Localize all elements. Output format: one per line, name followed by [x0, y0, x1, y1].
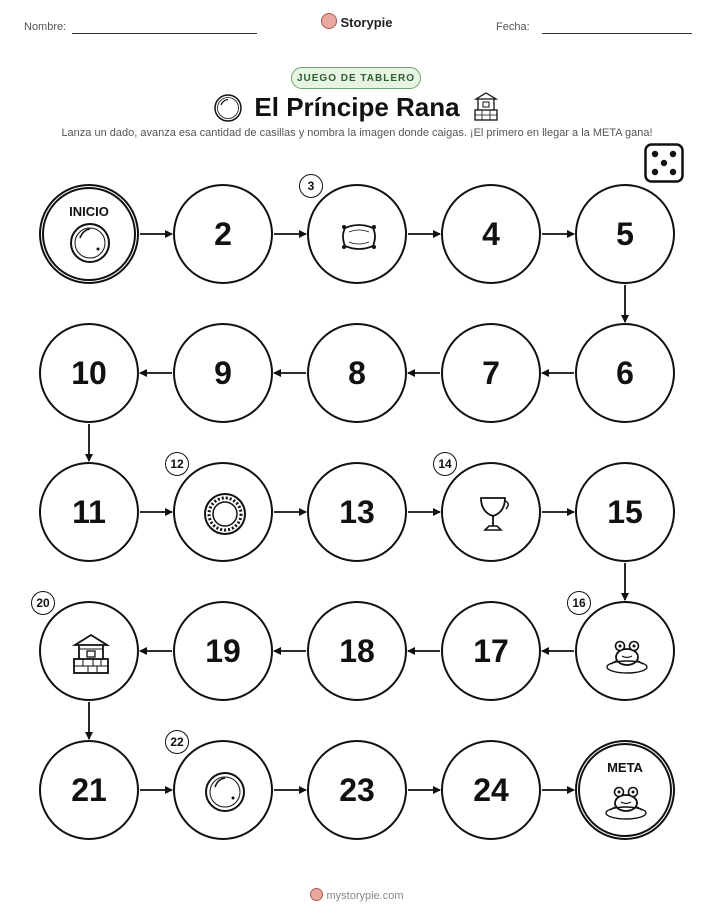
board-square-9 — [173, 323, 273, 423]
board-square-25 — [575, 740, 675, 840]
board-square-19 — [173, 601, 273, 701]
board-square-3 — [307, 184, 407, 284]
square-number-badge: 22 — [165, 730, 189, 754]
square-number-badge: 20 — [31, 591, 55, 615]
square-number: 21 — [71, 771, 107, 808]
square-number: 8 — [348, 354, 366, 391]
square-number-badge: 12 — [165, 452, 189, 476]
pillow-icon — [337, 214, 381, 258]
square-label: META — [607, 760, 643, 775]
square-number: 11 — [72, 493, 106, 530]
square-number: 6 — [616, 354, 634, 391]
square-label: INICIO — [69, 204, 109, 219]
square-number-badge: 3 — [299, 174, 323, 198]
board-square-6 — [575, 323, 675, 423]
board-square-18 — [307, 601, 407, 701]
square-number: 24 — [473, 771, 509, 808]
square-number: 2 — [214, 215, 232, 252]
board-square-15 — [575, 462, 675, 562]
board-square-8 — [307, 323, 407, 423]
square-number: 4 — [482, 215, 500, 252]
name-label: Nombre: — [24, 21, 67, 33]
board-square-16 — [575, 601, 675, 701]
square-number: 23 — [339, 771, 375, 808]
ball-icon — [203, 770, 247, 814]
board-square-22 — [173, 740, 273, 840]
square-number: 7 — [482, 354, 500, 391]
frog-icon — [605, 631, 649, 675]
square-number-badge: 14 — [433, 452, 457, 476]
board-square-21 — [39, 740, 139, 840]
board-square-24 — [441, 740, 541, 840]
board-square-17 — [441, 601, 541, 701]
plate-icon — [203, 492, 247, 536]
square-number: 9 — [214, 354, 232, 391]
square-number: 15 — [607, 493, 643, 530]
goblet-icon — [471, 492, 515, 536]
square-number: 10 — [71, 354, 107, 391]
board-square-14 — [441, 462, 541, 562]
board-square-11 — [39, 462, 139, 562]
square-number: 19 — [205, 632, 241, 669]
board-square-7 — [441, 323, 541, 423]
page-title: El Príncipe Rana — [254, 92, 460, 122]
board-square-1 — [39, 184, 139, 284]
ball-icon — [68, 221, 112, 265]
board-square-12 — [173, 462, 273, 562]
brand-name: Storypie — [340, 15, 393, 30]
board-square-13 — [307, 462, 407, 562]
square-number: 5 — [616, 215, 634, 252]
footer-url: mystorypie.com — [326, 890, 404, 902]
board-square-4 — [441, 184, 541, 284]
square-number: 13 — [339, 493, 375, 530]
storypie-logo-icon — [310, 888, 323, 901]
well-icon — [69, 631, 113, 675]
board-square-10 — [39, 323, 139, 423]
square-number: 18 — [339, 632, 375, 669]
board-square-20 — [39, 601, 139, 701]
footer — [0, 888, 714, 902]
board-square-2 — [173, 184, 273, 284]
square-number: 17 — [473, 632, 509, 669]
board-square-23 — [307, 740, 407, 840]
square-number-badge: 16 — [567, 591, 591, 615]
frog-icon — [604, 777, 648, 821]
date-label: Fecha: — [496, 21, 530, 33]
game-type-tag: JUEGO DE TABLERO — [291, 67, 421, 89]
instructions: Lanza un dado, avanza esa cantidad de casillas y nombra la imagen donde caigas. ¡El primero en llegar a la META gana! — [61, 127, 653, 139]
board-square-5 — [575, 184, 675, 284]
